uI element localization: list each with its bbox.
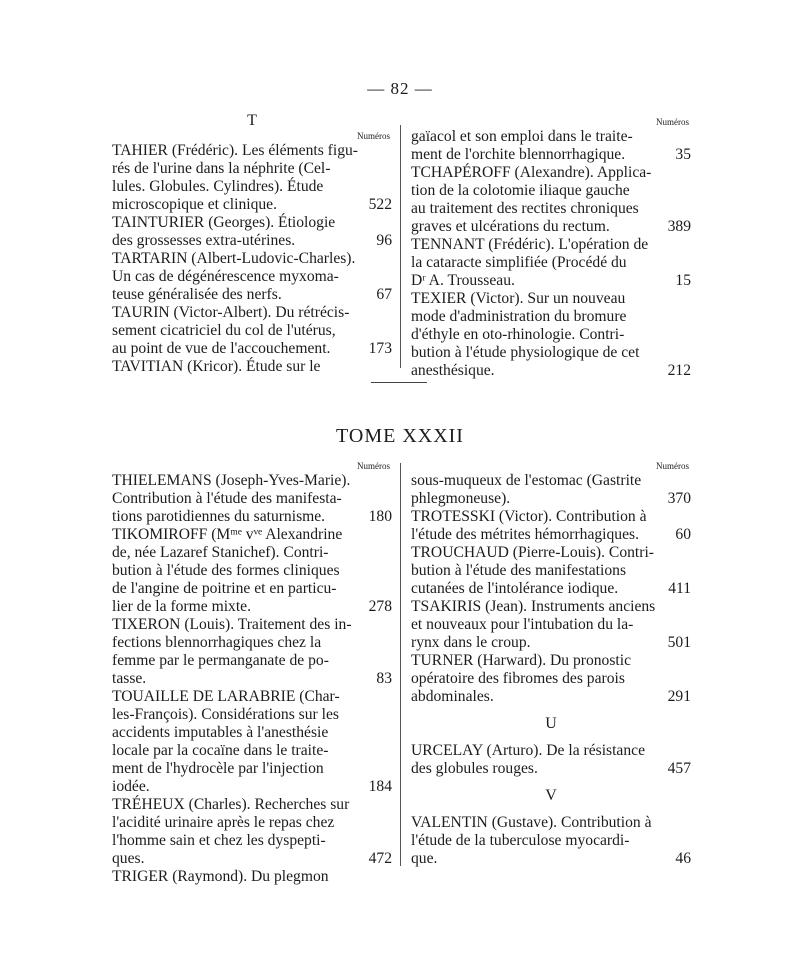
entry-number: 173 (368, 340, 392, 357)
entry-line: des globules rouges. (411, 760, 538, 777)
index-entry (112, 796, 392, 868)
entry-line: et nouveaux pour l'intubation du la- (411, 616, 634, 633)
entry-line: THIELEMANS (Joseph-Yves-Marie). (112, 472, 351, 489)
index-entry (112, 868, 392, 886)
entry-last-line (411, 490, 691, 508)
entry-line: les-François). Considérations sur les (112, 706, 339, 723)
entry-line: microscopique et clinique. (112, 196, 277, 213)
entry-last-line (411, 146, 691, 164)
section-divider (371, 382, 427, 383)
entry-number: 457 (667, 760, 691, 777)
entry-line: tasse. (112, 670, 147, 687)
entry-line: de l'angine de poitrine et en particu- (112, 580, 337, 597)
entry-last-line (411, 634, 691, 652)
entry-number: 180 (368, 508, 392, 525)
index-entry (411, 814, 691, 868)
entry-line: phlegmoneuse). (411, 490, 511, 507)
letter-heading-t: T (247, 112, 257, 129)
index-entry (112, 358, 392, 376)
entry-line: l'étude de la tuberculose myocardi- (411, 832, 630, 849)
entry-line: TARTARIN (Albert-Ludovic-Charles). (112, 250, 356, 267)
entry-number: 212 (667, 362, 691, 379)
tome-title: TOME XXXII (336, 425, 464, 447)
entry-line: l'acidité urinaire après le repas chez (112, 814, 335, 831)
entry-line: accidents imputables à l'anesthésie (112, 724, 329, 741)
entry-line: gaïacol et son emploi dans le traite- (411, 128, 633, 145)
entry-line: d'éthyle en oto-rhinologie. Contri- (411, 326, 625, 343)
entry-line: tion de la colotomie iliaque gauche (411, 182, 630, 199)
entry-line: Un cas de dégénérescence myxoma- (112, 268, 339, 285)
index-entry (411, 544, 691, 598)
numeros-label: Numéros (357, 131, 390, 141)
index-entry (411, 598, 691, 652)
entry-number: 67 (376, 286, 392, 303)
entry-last-line (411, 362, 691, 380)
entry-line: graves et ulcérations du rectum. (411, 218, 610, 235)
entry-number: 411 (668, 580, 691, 597)
entry-line: la cataracte simplifiée (Procédé du (411, 254, 627, 271)
entry-line: bution à l'étude des formes cliniques (112, 562, 340, 579)
entry-line: bution à l'étude physiologique de cet (411, 344, 640, 361)
entries (112, 142, 392, 376)
page-number: — 82 — (367, 79, 433, 98)
numeros-label: Numéros (656, 117, 689, 127)
section-t-left-column (112, 111, 392, 376)
entry-last-line (112, 286, 392, 304)
entry-line: iodée. (112, 778, 150, 795)
entry-number: 278 (368, 598, 392, 615)
entry-line: TRÉHEUX (Charles). Recherches sur (112, 796, 350, 813)
entries (411, 814, 691, 868)
entry-line: TURNER (Harward). Du pronostic (411, 652, 631, 669)
column-divider (400, 463, 401, 866)
entry-line: teuse généralisée des nerfs. (112, 286, 282, 303)
entry-line: que. (411, 850, 438, 867)
entry-last-line (411, 688, 691, 706)
entry-line: ques. (112, 850, 145, 867)
entry-line: cutanées de l'intolérance iodique. (411, 580, 619, 597)
entry-line: TAINTURIER (Georges). Étiologie (112, 214, 336, 231)
entry-line: l'étude des métrites hémorrhagiques. (411, 526, 639, 543)
entry-line: tions parotidiennes du saturnisme. (112, 508, 326, 525)
index-entry (112, 214, 392, 250)
index-entry (411, 508, 691, 544)
entry-line: mode d'administration du bromure (411, 308, 627, 325)
entry-line: TCHAPÉROFF (Alexandre). Applica- (411, 164, 652, 181)
entry-line: au traitement des rectites chroniques (411, 200, 639, 217)
entry-line: sous-muqueux de l'estomac (Gastrite (411, 472, 642, 489)
entry-line: ment de l'orchite blennorrhagique. (411, 146, 626, 163)
entry-last-line (112, 232, 392, 250)
entry-line: l'homme sain et chez les dyspepti- (112, 832, 326, 849)
entries (112, 472, 392, 886)
entry-last-line (411, 218, 691, 236)
index-entry (112, 472, 392, 526)
section-t-right-column (411, 117, 691, 380)
entries (411, 128, 691, 380)
entries (411, 472, 691, 706)
entry-line: lier de la forme mixte. (112, 598, 251, 615)
entry-line: TAVITIAN (Kricor). Étude sur le (112, 358, 321, 375)
entry-last-line (411, 580, 691, 598)
numeros-label: Numéros (656, 461, 689, 471)
entry-number: 46 (675, 850, 691, 867)
index-entry (112, 304, 392, 358)
entry-last-line (112, 508, 392, 526)
entry-line: bution à l'étude des manifestations (411, 562, 627, 579)
entry-number: 389 (667, 218, 691, 235)
index-entry (112, 688, 392, 796)
entry-line: de, née Lazaref Stanichef). Contri- (112, 544, 329, 561)
index-entry (411, 236, 691, 290)
letter-heading-u: U (545, 715, 557, 732)
entry-line: URCELAY (Arturo). De la résistance (411, 742, 645, 759)
entry-line: ment de l'hydrocèle par l'injection (112, 760, 324, 777)
numeros-label: Numéros (357, 461, 390, 471)
index-entry (411, 652, 691, 706)
entry-line: fections blennorrhagiques chez la (112, 634, 322, 651)
entry-line: Contribution à l'étude des manifesta- (112, 490, 342, 507)
entry-last-line (411, 526, 691, 544)
entry-line: opératoire des fibromes des parois (411, 670, 625, 687)
entry-number: 501 (667, 634, 691, 651)
entries (411, 742, 691, 778)
index-entry (411, 164, 691, 236)
entry-number: 472 (368, 850, 392, 867)
entry-line: TRIGER (Raymond). Du plegmon (112, 868, 329, 885)
entry-line: TENNANT (Frédéric). L'opération de (411, 236, 649, 253)
entry-line: abdominales. (411, 688, 494, 705)
entry-line: TOUAILLE DE LARABRIE (Char- (112, 688, 340, 705)
letter-heading-v: V (545, 787, 557, 804)
tome-right-column (411, 461, 691, 868)
entry-last-line (112, 196, 392, 214)
entry-number: 370 (667, 490, 691, 507)
entry-number: 96 (376, 232, 392, 249)
entry-line: TIXERON (Louis). Traitement des in- (112, 616, 352, 633)
entry-line: rynx dans le croup. (411, 634, 531, 651)
entry-line: TROUCHAUD (Pierre-Louis). Contri- (411, 544, 654, 561)
entry-number: 184 (368, 778, 392, 795)
entry-line: lules. Globules. Cylindres). Étude (112, 178, 324, 195)
entry-line: au point de vue de l'accouchement. (112, 340, 331, 357)
entry-last-line (411, 272, 691, 290)
index-entry (411, 472, 691, 508)
entry-last-line (411, 850, 691, 868)
entry-line: VALENTIN (Gustave). Contribution à (411, 814, 652, 831)
entry-last-line (112, 598, 392, 616)
entry-line: TIKOMIROFF (Mᵐᵉ vᵛᵉ Alexandrine (112, 526, 343, 543)
entry-number: 60 (675, 526, 691, 543)
entry-number: 35 (675, 146, 691, 163)
index-entry (112, 142, 392, 214)
tome-left-column (112, 461, 392, 886)
entry-line: TEXIER (Victor). Sur un nouveau (411, 290, 626, 307)
entry-line: TSAKIRIS (Jean). Instruments anciens (411, 598, 656, 615)
entry-line: Dʳ A. Trousseau. (411, 272, 515, 289)
entry-line: TAHIER (Frédéric). Les éléments figu- (112, 142, 358, 159)
entry-line: sement cicatriciel du col de l'utérus, (112, 322, 336, 339)
index-entry (411, 742, 691, 778)
index-entry (411, 128, 691, 164)
index-entry (112, 250, 392, 304)
entry-line: locale par la cocaïne dans le traite- (112, 742, 329, 759)
entry-line: des grossesses extra-utérines. (112, 232, 296, 249)
entry-number: 522 (368, 196, 392, 213)
entry-line: TROTESSKI (Victor). Contribution à (411, 508, 647, 525)
entry-line: anesthésique. (411, 362, 495, 379)
entry-last-line (112, 670, 392, 688)
entry-last-line (112, 778, 392, 796)
column-divider (400, 125, 401, 368)
entry-number: 15 (675, 272, 691, 289)
index-entry (112, 526, 392, 616)
entry-number: 291 (667, 688, 691, 705)
entry-line: TAURIN (Victor-Albert). Du rétrécis- (112, 304, 350, 321)
index-entry (112, 616, 392, 688)
entry-line: femme par le permanganate de po- (112, 652, 329, 669)
entry-last-line (112, 340, 392, 358)
entry-last-line (411, 760, 691, 778)
entry-line: rés de l'urine dans la néphrite (Cel- (112, 160, 331, 177)
entry-number: 83 (376, 670, 392, 687)
index-entry (411, 290, 691, 380)
entry-last-line (112, 850, 392, 868)
